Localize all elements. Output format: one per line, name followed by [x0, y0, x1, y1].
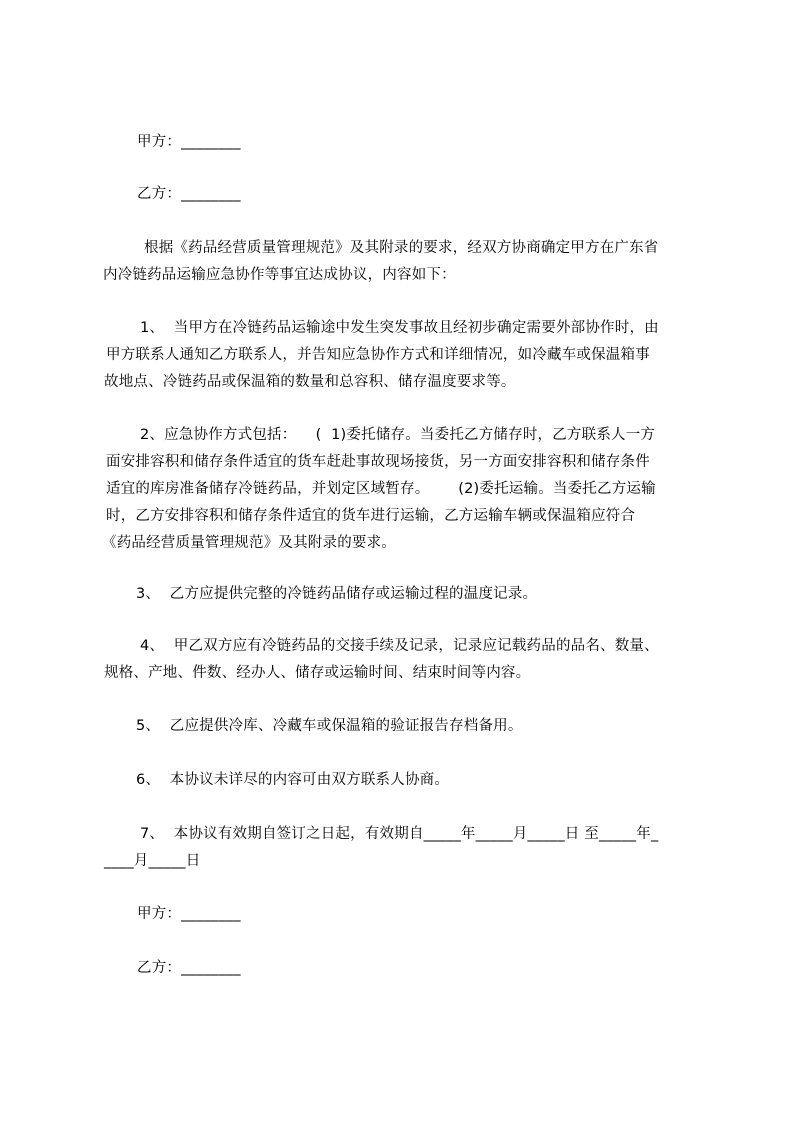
clause-2-line-3: 适宜的库房准备储存冷链药品，并划定区域暂存。 (2)委托运输。当委托乙方运输	[106, 481, 656, 497]
intro-line-2: 内冷链药品运输应急协作等事宜达成协议，内容如下：	[103, 267, 456, 283]
clause-7-line-2: ____月_____日	[104, 853, 201, 869]
clause-2-line-1: 2、应急协作方式包括： ( 1)委托储存。当委托乙方储存时，乙方联系人一方	[140, 427, 656, 443]
clause-1-line-2: 甲方联系人通知乙方联系人，并告知应急协作方式和详细情况，如冷藏车或保温箱事	[106, 347, 650, 363]
clause-6: 6、 本协议未详尽的内容可由双方联系人协商。	[136, 772, 450, 788]
party-b-signature-top: 乙方：________	[137, 186, 241, 202]
clause-5: 5、 乙应提供冷库、冷藏车或保温箱的验证报告存档备用。	[136, 718, 523, 734]
clause-4-line-1: 4、 甲乙双方应有冷链药品的交接手续及记录，记录应记载药品的品名、数量、	[140, 638, 659, 654]
clause-1-line-3: 故地点、冷链药品或保温箱的数量和总容积、储存温度要求等。	[104, 374, 516, 390]
clause-1-line-1: 1、 当甲方在冷链药品运输途中发生突发事故且经初步确定需要外部协作时，由	[140, 320, 659, 336]
clause-2-line-5: 《药品经营质量管理规范》及其附录的要求。	[102, 535, 396, 551]
clause-2-line-2: 面安排容积和储存条件适宜的货车赶赴事故现场接货，另一方面安排容积和储存条件	[106, 454, 650, 470]
party-a-signature-bottom: 甲方：________	[137, 906, 241, 922]
clause-4-line-2: 规格、产地、件数、经办人、储存或运输时间、结束时间等内容。	[104, 665, 531, 681]
party-a-signature-top: 甲方：________	[137, 134, 241, 150]
intro-line-1: 根据《药品经营质量管理规范》及其附录的要求，经双方协商确定甲方在广东省	[144, 240, 659, 256]
clause-2-line-4: 时，乙方安排容积和储存条件适宜的货车进行运输，乙方运输车辆或保温箱应符合	[106, 508, 636, 524]
party-b-signature-bottom: 乙方：________	[137, 960, 241, 976]
clause-3: 3、 乙方应提供完整的冷链药品储存或运输过程的温度记录。	[136, 586, 538, 602]
clause-7-line-1: 7、 本协议有效期自签订之日起，有效期自_____年_____月_____日 至_____年_	[140, 826, 659, 842]
